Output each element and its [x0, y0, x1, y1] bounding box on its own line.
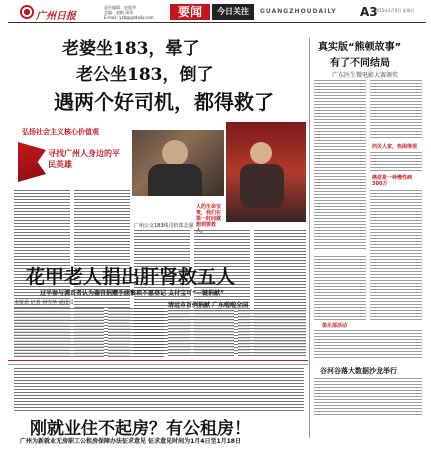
- organ-headline-visible: 花甲老人捐出肝肾救五人: [26, 266, 236, 288]
- editor-line: 责任编辑：赵俊华: [104, 5, 136, 10]
- driver-photo: [132, 130, 224, 196]
- newspaper-logo: 广州日报: [36, 11, 76, 22]
- section-label: 要闻: [170, 4, 210, 20]
- page-number: A3: [360, 5, 378, 19]
- river-brief-body: [314, 378, 422, 416]
- bottom-subline: 广州为新就业无房职工公租房保障办法征求意见 征求意见时间为1月4日至1月18日: [20, 438, 241, 445]
- side-body-col-3: [370, 152, 422, 172]
- main-headline-1: 老婆坐183，晕了: [62, 39, 200, 59]
- bus-photo: [226, 122, 306, 222]
- series-badge: 弘扬社会主义核心价值观: [22, 128, 99, 136]
- side-box-title-2: 癌症是一种慢性病 300万: [372, 175, 413, 187]
- organ-body-col-2: [108, 308, 164, 358]
- organ-body-col-3: [168, 310, 234, 358]
- flag-icon: [18, 142, 46, 182]
- photo-caption: 广州公交183线司机郑志强: [134, 223, 194, 229]
- series-title: 寻找广州人身边的平民英雄: [48, 149, 120, 169]
- organ-byline: 本报讯 记者 何雪华 通讯员: [14, 300, 74, 306]
- organ-body-col-4: [238, 310, 306, 358]
- designer-line: 美编：赵帆 周玮: [104, 10, 134, 15]
- organ-section-tag: 清远市首例捐献 广东啦啦全国: [168, 302, 249, 309]
- main-headline-3: 遇两个好司机，都得救了: [54, 90, 274, 114]
- organ-body-col-1: [14, 308, 104, 358]
- email-line: E-mail: yzb@gzdaily.com: [104, 15, 154, 20]
- side-box-title-3: 俱乐部活动: [322, 323, 348, 329]
- side-body-col-4: [370, 190, 422, 320]
- side-body-col-1: [314, 80, 366, 250]
- organ-subhead: 过半参与调查者认为器官捐赠手续繁琐不愿登记 支付宝可“一键捐献”: [40, 290, 224, 297]
- main-headline-2: 老公坐183，倒了: [76, 65, 214, 85]
- issue-date: 2015年1月4日 星期日: [374, 8, 415, 13]
- english-masthead: GUANGZHOUDAILY: [260, 8, 337, 15]
- section-tag: 今日关注: [212, 4, 254, 20]
- series-emblem: [12, 140, 132, 186]
- bottom-body: [14, 368, 304, 412]
- side-body-col-6: [314, 330, 422, 360]
- side-kicker: 真实版“熊顿故事”: [318, 42, 402, 53]
- masthead-flourish-icon: [20, 5, 34, 19]
- bottom-headline: 刚就业住不起房？有公租房！: [30, 419, 251, 439]
- side-body-col-2: [370, 80, 422, 140]
- side-headline: 有了不同结局: [330, 58, 390, 69]
- side-subhead: 广东医生微电影大赛颁奖: [332, 72, 399, 79]
- side-box-title-1: 西关人家，热闹得很: [372, 144, 418, 150]
- pull-quote: 人的生命宝贵，我们在第一时间就想到要救人。: [196, 204, 222, 234]
- side-body-col-5: [314, 256, 366, 320]
- river-brief-title: 谷河谷落大数据沙龙举行: [320, 367, 397, 375]
- masthead: [8, 3, 426, 37]
